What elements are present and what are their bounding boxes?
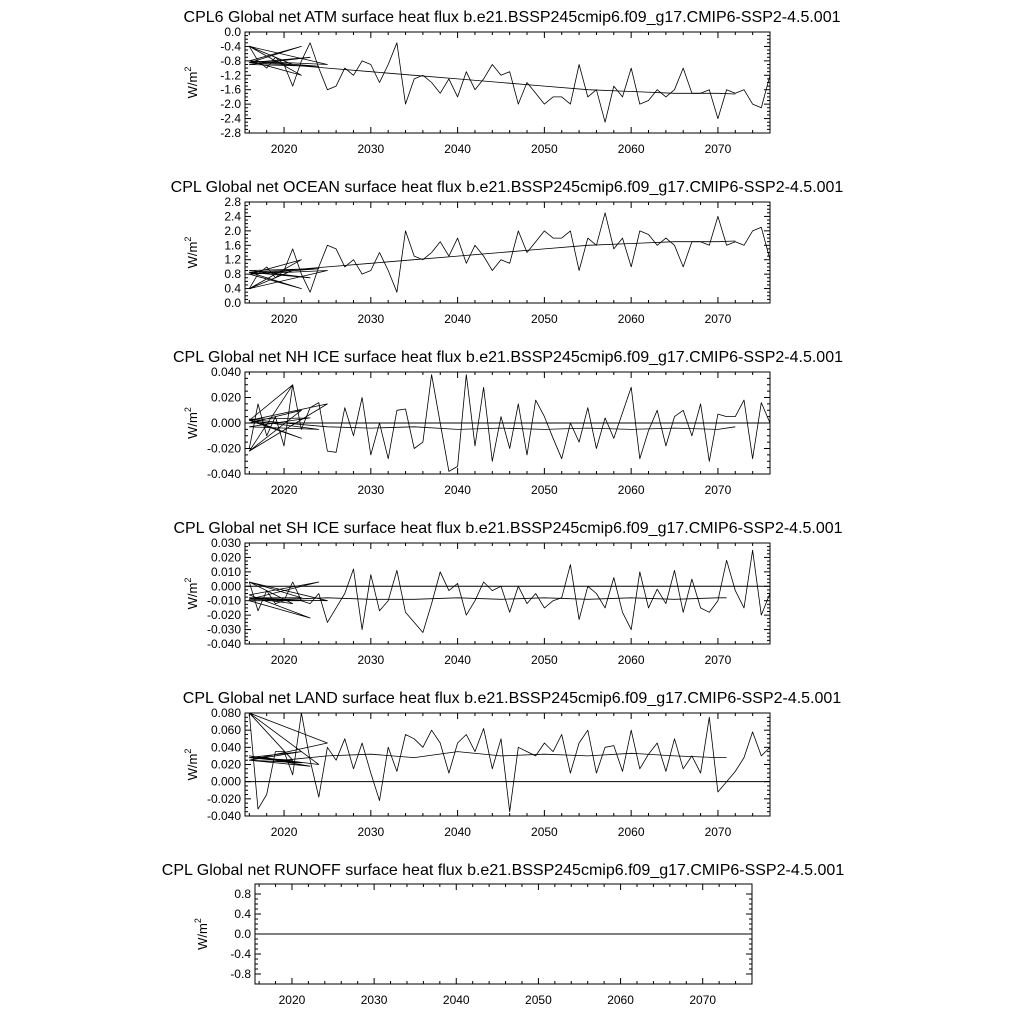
chart-title: CPL6 Global net ATM surface heat flux b.e21.BSSP245cmip6.f09_g17.CMIP6-SSP2-4.5.001	[183, 9, 841, 26]
x-tick-label: 2060	[607, 993, 634, 1007]
x-tick-label: 2020	[270, 312, 298, 326]
y-tick-label: -0.8	[230, 967, 251, 981]
y-axis-label: $W/m^2$	[183, 577, 200, 610]
y-tick-label: -0.030	[206, 622, 241, 637]
y-tick-label: 0.0	[234, 927, 251, 941]
y-axis-label: $W/m^2$	[183, 236, 200, 269]
x-tick-label: 2060	[617, 142, 645, 156]
y-tick-label: -0.020	[206, 791, 241, 806]
chart-panel-6	[162, 862, 845, 1007]
x-tick-label: 2020	[270, 142, 298, 156]
y-tick-label: -0.040	[206, 467, 241, 481]
x-tick-label: 2050	[531, 825, 558, 839]
y-tick-label: 0.0	[224, 296, 241, 310]
series-line-3	[249, 713, 327, 766]
chart-panel-2	[171, 179, 844, 326]
x-tick-label: 2030	[357, 142, 385, 156]
y-axis-label: $W/m^2$	[183, 66, 200, 99]
plot-frame	[245, 32, 770, 133]
y-tick-label: 0.060	[210, 723, 241, 738]
chart-title: CPL Global net SH ICE surface heat flux b.e21.BSSP245cmip6.f09_g17.CMIP6-SSP2-4.5.001	[173, 520, 843, 537]
x-tick-label: 2020	[270, 653, 298, 667]
series-line-2	[249, 241, 735, 272]
chart-panel-5	[183, 690, 842, 839]
x-tick-label: 2060	[617, 825, 645, 839]
y-tick-label: -0.040	[206, 637, 241, 651]
y-tick-label: 0.040	[210, 740, 241, 755]
y-tick-label: 0.020	[210, 550, 241, 565]
x-tick-label: 2030	[357, 825, 385, 839]
series-line-1	[249, 713, 770, 812]
x-tick-label: 2050	[525, 993, 552, 1007]
x-tick-label: 2030	[357, 653, 385, 667]
x-tick-label: 2040	[444, 653, 471, 667]
plot-frame	[245, 543, 770, 644]
series-line-2	[249, 752, 726, 761]
y-tick-label: 1.6	[224, 238, 241, 253]
x-tick-label: 2050	[531, 653, 558, 667]
x-tick-label: 2030	[360, 993, 388, 1007]
x-tick-label: 2040	[444, 142, 471, 156]
x-tick-label: 2040	[444, 825, 471, 839]
x-tick-label: 2070	[704, 483, 732, 497]
y-tick-label: 0.0	[224, 25, 241, 39]
y-tick-label: 0.4	[224, 281, 241, 296]
series-line-3	[249, 46, 327, 75]
series-line-3	[249, 582, 327, 618]
x-tick-label: 2050	[531, 142, 558, 156]
x-tick-label: 2020	[270, 483, 298, 497]
y-tick-label: 0.4	[234, 907, 251, 921]
chart-panel-3	[173, 349, 843, 497]
y-tick-label: 0.080	[210, 706, 241, 720]
y-tick-label: 1.2	[224, 252, 241, 267]
y-tick-label: 0.8	[224, 267, 241, 282]
y-tick-label: 2.4	[224, 209, 241, 224]
x-tick-label: 2020	[270, 825, 298, 839]
x-tick-label: 2050	[531, 312, 558, 326]
y-tick-label: -2.8	[220, 126, 241, 140]
y-tick-label: -1.2	[220, 68, 241, 83]
chart-panel-4	[173, 520, 842, 667]
y-tick-label: -0.040	[206, 809, 241, 823]
chart-title: CPL Global net OCEAN surface heat flux b.e21.BSSP245cmip6.f09_g17.CMIP6-SSP2-4.5.001	[170, 179, 844, 196]
series-line-1	[249, 43, 770, 122]
y-tick-label: 0.020	[210, 757, 241, 772]
x-tick-label: 2070	[704, 142, 732, 156]
plot-frame	[245, 713, 770, 816]
x-tick-label: 2040	[442, 993, 470, 1007]
y-axis-label: $W/m^2$	[183, 748, 200, 781]
y-tick-label: -0.020	[206, 441, 241, 456]
y-tick-label: 0.030	[210, 536, 241, 550]
y-tick-label: 0.000	[210, 416, 241, 430]
y-tick-label: 2.8	[224, 195, 241, 209]
x-tick-label: 2050	[531, 483, 558, 497]
x-tick-label: 2030	[357, 483, 385, 497]
x-tick-label: 2070	[704, 312, 732, 326]
chart-title: CPL Global net LAND surface heat flux b.e21.BSSP245cmip6.f09_g17.CMIP6-SSP2-4.5.001	[182, 690, 842, 707]
x-tick-label: 2070	[689, 993, 717, 1007]
x-tick-label: 2040	[444, 312, 471, 326]
series-line-1	[249, 550, 770, 632]
x-tick-label: 2060	[617, 483, 645, 497]
y-tick-label: -0.010	[206, 593, 241, 608]
y-tick-label: -0.020	[206, 608, 241, 623]
y-tick-label: -2.0	[220, 97, 241, 112]
y-tick-label: 0.000	[210, 774, 241, 789]
y-tick-label: -1.6	[220, 82, 241, 97]
y-tick-label: 0.040	[210, 365, 241, 379]
y-tick-label: 0.020	[210, 390, 241, 405]
series-line-1	[249, 213, 770, 292]
series-line-2	[249, 63, 735, 94]
chart-title: CPL Global net RUNOFF surface heat flux b.e21.BSSP245cmip6.f09_g17.CMIP6-SSP2-4.5.001	[161, 862, 845, 879]
x-tick-label: 2060	[617, 653, 645, 667]
y-tick-label: 0.000	[210, 579, 241, 594]
plot-frame	[245, 202, 770, 303]
x-tick-label: 2020	[278, 993, 306, 1007]
chart-title: CPL Global net NH ICE surface heat flux b.e21.BSSP245cmip6.f09_g17.CMIP6-SSP2-4.5.001	[173, 349, 843, 366]
y-tick-label: 2.0	[224, 223, 241, 238]
y-axis-label: $W/m^2$	[193, 918, 210, 950]
y-tick-label: -2.4	[220, 111, 241, 126]
chart-panel-1	[183, 9, 841, 156]
y-tick-label: 0.8	[234, 887, 251, 901]
x-tick-label: 2070	[704, 653, 732, 667]
y-tick-label: -0.4	[220, 39, 241, 54]
series-line-3	[249, 260, 327, 289]
x-tick-label: 2070	[704, 825, 732, 839]
y-tick-label: -0.8	[220, 53, 241, 68]
x-tick-label: 2060	[617, 312, 645, 326]
x-tick-label: 2040	[444, 483, 471, 497]
y-axis-label: $W/m^2$	[183, 407, 200, 439]
y-tick-label: 0.010	[210, 564, 241, 579]
y-tick-label: -0.4	[230, 947, 251, 961]
x-tick-label: 2030	[357, 312, 385, 326]
